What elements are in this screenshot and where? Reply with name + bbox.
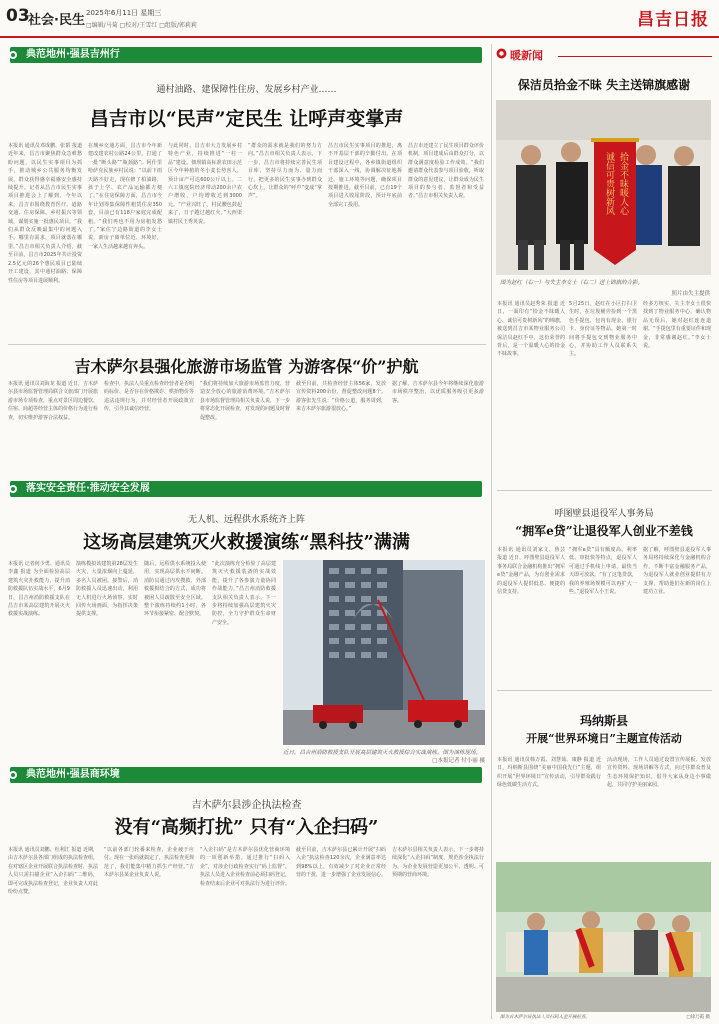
sidebar-section-title [496,47,712,65]
article-1-col-5: 昌吉市民生实事项目的推进，离不开基层干部的辛勤付出。在项目建设过程中，各乡镇街道组织干部深入一线，协调解决征地拆迁、施工环境等问题，确保项目按期推进。截至目前，已有19个项目进入收尾阶段，预计年底前全部完工投用。 [328,143,402,208]
sidebar-story-2-col-3: 据了解，呼图壁县退役军人事务局将持续深化与金融机构合作，不断丰富金融服务产品，为退役军人就业创业提供有力支撑，帮助他们在新的岗位上建功立业。 [643,547,711,596]
sidebar-story-1-title: 保洁员拾金不昧 失主送锦旗感谢 [517,78,691,92]
article-2-col-2: 检查中，执法人员重点检查经营者是否明码标价、是否存在价格欺诈、哄抬物价等违法违规行为，并对经营者开展政策宣传，引导其诚信经营。 [104,381,194,413]
sidebar-story-3-col-1: 本报讯 通讯员韩万霞、刘慧茹、康静 报道 近日，玛纳斯县围绕“美丽中国我先行”主题，组织开展“世界环境日”宣传活动，引导群众践行绿色低碳生活方式。 [497,757,601,789]
article-3-photo-credit: □本报记者 付小丽 摄 [432,758,485,764]
sidebar-title-rule [558,56,712,57]
pennant-text: 拾金不昧暖人心 [618,152,628,215]
article-3-body [8,560,278,732]
sidebar-story-2-kicker: 呼图壁县退役军人事务局 [554,509,654,519]
section-marker-icon [496,48,507,59]
article-4-col-3: “入企扫码”是吉木萨尔县优化营商环境的一项创新举措。通过推行“扫码入企”，对涉企行政检查实行“码上监督”，执法人员进入企业检查前必须扫码登记，检查结束后企业可对执法行为进行评价。 [200,847,290,887]
article-3-col-1: 本报讯 记者何少勇、通讯员李鑫 报道 为全面检验高层建筑火灾扑救能力，提升消防救援队伍实战水平，6月9日，昌吉州消防救援支队在昌吉市某高层建筑开展灭火救援实战演练。 [8,561,70,618]
issue-date: 2025年6月11日 星期三 [86,9,162,17]
sidebar-story-1-photo-caption: 图为赵红（右一）与失主李女士（右二）送上锦旗的合影。 [500,280,644,286]
section-bar-1 [10,47,482,63]
divider [497,690,712,691]
article-4-kicker: 吉木萨尔县涉企执法检查 [191,800,302,811]
section-bar-label: 典范地州·强县商环境 [20,767,130,783]
article-3-col-2: 演练模拟该建筑第28层发生火灾，大量浓烟向上蔓延，多名人员被困。接警后，消防救援人员迅速出动，利用无人机进行火场侦察，实时回传火场画面，为指挥决策提供支撑。 [76,561,138,618]
article-1-col-2: 在城乡交通方面，昌吉市今年新建改建农村公路24公里，打通了一批“断头路”“瓶颈路”。阿什里哈萨克民族乡村民说：“以前下雨天路不好走，现在修了柏油路，孩子上学、农产品运输都方便了。”在住房保障方面，昌吉市今年计划筹集保障性租赁住房350套，目前已有118户家庭完成配租。“我们再也不用为房租发愁了。”家住宁边路街道的李女士说，新房子离单位近、环境好，一家人生活越来越有奔头。 [88,143,162,250]
section-bar-3 [10,767,482,783]
article-4-col-1: 本报讯 通讯员刘鹏、杜利江 报道 近期，由吉木萨尔县各部门组成的执法检查组，在对辖区企业开展联合执法检查时，执法人员只需扫描企业“入企扫码”二维码，即可完成执法检查登记，企业负责人对此纷纷点赞。 [8,847,98,896]
article-4-title: 没有“高频打扰” 只有“入企扫码” [114,817,379,838]
article-1-col-6: 昌吉市还建立了民生项目群众评价机制，项目建成后由群众打分，以群众满意度检验工作成效。“我们邀请群众代表参与项目验收，听取群众的意见建议，让群众成为民生项目的参与者、监督者和受益者。”昌吉市相关负责人说。 [408,143,484,200]
sidebar-story-1-photo-credit: 照片由失主提供 [671,291,710,297]
article-3-kicker: 无人机、远程供水系统齐上阵 [187,515,305,525]
sidebar-story-1-col-1: 本报讯 通讯员赵秀荣 报道 近日，一面印有“拾金不昧暖人心、诚信可贵树新风”的锦旗，被送到昌吉市某物业服务公司保洁员赵红手中，这份荣誉的背后，是一个温暖人心的拾金不昧故事。 [497,301,565,358]
article-1-col-4: “群众的需求就是我们的努力方向。”昌吉市相关负责人表示，下一步，昌吉市将持续完善民生项目库，坚持尽力而为、量力而行，把更多的民生实事办到群众心坎上，让群众的“呼声”变成“掌声”。 [248,143,322,200]
sidebar-story-3-photo [496,862,711,1012]
article-2-title: 吉木萨尔县强化旅游市场监管 为游客保“价”护航 [74,357,419,376]
article-1-body [8,142,486,340]
section-bar-label: 落实安全责任·推动安全发展 [20,481,160,497]
divider [8,344,486,345]
section-marker-icon [8,770,18,780]
article-1-col-1: 本报讯 通讯员邓成鹏、张韬 报道 近年来，昌吉市聚焦群众急难愁盼问题，以民生实事项目为抓手，推动城乡公共服务均衡发展，群众获得感幸福感安全感持续提升。记者从昌吉市民生实事项目推进会上了解到，今年以来，昌吉市围绕教育医疗、道路交通、住房保障、乡村振兴等领域，谋划实施一批惠民项目。“我们从群众反映最集中的问题入手，哪里有需求，项目就落在哪里。”昌吉市相关负责人介绍，截至目前，昌吉市2025年共计投资2.5亿元的26个惠民项目已陆续开工建设，其中通村油路、保障性住房等项目进展顺利。 [8,143,82,284]
sidebar-story-2-col-2: “拥军e贷”具有额度高、利率低、审批快等特点，退役军人可通过手机线上申请，最快当天即可放款。“有了这笔贷款，我的养殖场规模可以再扩大一些。”退役军人小王说。 [569,547,637,596]
divider [497,490,712,491]
sidebar-story-2-body [497,546,712,680]
page-number: 03 [6,6,30,26]
article-4-col-5: 吉木萨尔县相关负责人表示，下一步将持续深化“入企扫码”制度，规范涉企执法行为，为企业发展营造更加公平、透明、可预期的营商环境。 [392,847,484,879]
sidebar-story-3-col-2: 活动现场，工作人员通过设置宣传展板、发放宣传资料、现场讲解等方式，向过往群众普及生态环境保护知识，倡导大家从身边小事做起，共同守护美丽家园。 [607,757,711,789]
page-header [0,0,719,38]
section-marker-icon [8,484,18,494]
section-bar-2 [10,481,482,497]
section-marker-icon [8,50,18,60]
sidebar-story-1-photo [496,100,711,275]
article-2-col-3: “我们将持续加大旅游市场监管力度，营造安全放心的旅游消费环境。”吉木萨尔县市场监督管理局相关负责人说，下一步将常态化开展检查，对发现的问题及时督促整改。 [200,381,290,421]
environment-day-booth-scene [496,862,711,1012]
section-name: 社会·民生 [28,13,85,28]
sidebar-story-2-title: “拥军e贷”让退役军人创业不差钱 [515,524,693,538]
banner-presentation-scene [496,100,711,275]
sidebar-title-text: 暖新闻 [510,49,543,62]
fire-drill-scene [283,560,485,745]
article-1-kicker: 通村油路、建保障性住房、发展乡村产业…… [156,85,337,95]
section-bar-label: 典范地州·强县吉州行 [20,47,130,63]
article-1-col-3: 与此同时，昌吉市大力发展乡村特色产业，持续推进“一村一品”建设。佃坝镇高标准农田示范区今年种植的冬小麦长势喜人，预计亩产可达600公斤以上。二六工镇庭院经济带动200余户农户增收，户均增收达到3000元。“产业兴旺了，村民腰包鼓起来了，日子越过越红火。”大西渠镇村民王秀英说。 [168,143,242,225]
article-4-col-2: “以前各部门轮番来检查，企业疲于应付。现在一张码就搞定了，执法检查更规范了，我们能集中精力抓生产经营。”吉木萨尔县某企业负责人说。 [104,847,194,879]
sidebar-story-2-col-1: 本报讯 通讯员刘家文、鲁芸 报道 近日，呼图壁县退役军人事务局联合金融机构推出“拥军e贷”金融产品，为有创业需求的退役军人提供低息、便捷的信贷支持。 [497,547,565,596]
sidebar-story-3-kicker: 玛纳斯县 [579,714,628,728]
newspaper-logo: 昌吉日报 [637,10,709,30]
sidebar-story-3-body [497,756,712,856]
editors-line: □编辑/马菊 □校对/王雪红 □组版/郭莉莉 [86,22,197,29]
article-1-title: 昌吉市以“民声”定民生 让呼声变掌声 [89,108,404,130]
article-2-col-5: 据了解，吉木萨尔县今年将继续深化旅游市场秩序整治，以优质服务吸引更多游客。 [392,381,484,404]
article-3-title: 这场高层建筑灭火救援演练“黑科技”满满 [83,532,410,553]
sidebar-story-1-body [497,300,712,480]
pennant-text: 诚信可贵树新风 [604,152,614,215]
article-3-col-4: “此次演练充分检验了高层建筑灭火救援装备的实战效能，提升了各参演力量协同作战能力。”昌吉州消防救援支队相关负责人表示，下一步将持续加强高层建筑火灾防控，全力守护群众生命财产安全。 [212,561,276,626]
article-3-photo-caption: 近日，昌吉州消防救援支队开展高层建筑灭火救援综合实战演练。图为演练现场。 [283,750,482,756]
column-divider [491,44,492,1019]
article-4-photo-credit: □徐乃霞 摄 [686,1015,710,1020]
sidebar-story-1-col-2: 5月25日，赵红在小区打扫卫生时，在垃圾桶旁捡到一个黑色手提包，包内有现金、银行卡、身份证等物品。她第一时间将手提包交到物业服务中心，并协助工作人员联系失主。 [569,301,637,358]
article-2-col-4: 截至目前，共检查经营主体56家，发放宣传资料200余份，督促整改问题8个。游客张先生说：“价格公道，服务周到，来吉木萨尔旅游很放心。” [296,381,386,413]
article-2-col-1: 本报讯 通讯员刘海龙 报道 近日，吉木萨尔县市场监督管理局联合文旅部门开展旅游市场专项检查，重点对景区周边餐饮、住宿、商超等经营主体的价格行为进行检查，切实维护游客合法权益。 [8,381,98,421]
article-2-body [8,380,486,460]
sidebar-story-1-col-3: 经多方核实，失主李女士很快找到了物业服务中心，确认物品无误后，她对赵红连连道谢。“手提包里有重要证件和现金，非常感谢赵红。”李女士说。 [643,301,711,350]
article-4-body [8,846,486,1016]
article-4-col-4: 截至目前，吉木萨尔县已累计开展“扫码入企”执法检查120余次，企业满意率达到98%以上，有效减少了对企业正常经营的干扰，进一步增强了企业发展信心。 [296,847,386,879]
sidebar-story-3-title: 开展“世界环境日”主题宣传活动 [526,732,682,745]
article-3-photo [283,560,485,745]
article-3-col-3: 随后，远程供水系统投入使用，实现高层供水不间断。消防员通过内攻搜救、外部救援相结合的方式，成功将被困人员疏散至安全区域。整个演练持续约1小时，各环节衔接紧密、配合默契。 [144,561,206,618]
article-4-photo-caption: 图为吉木萨尔县执法人员扫码入企开展检查。 [500,1015,590,1020]
